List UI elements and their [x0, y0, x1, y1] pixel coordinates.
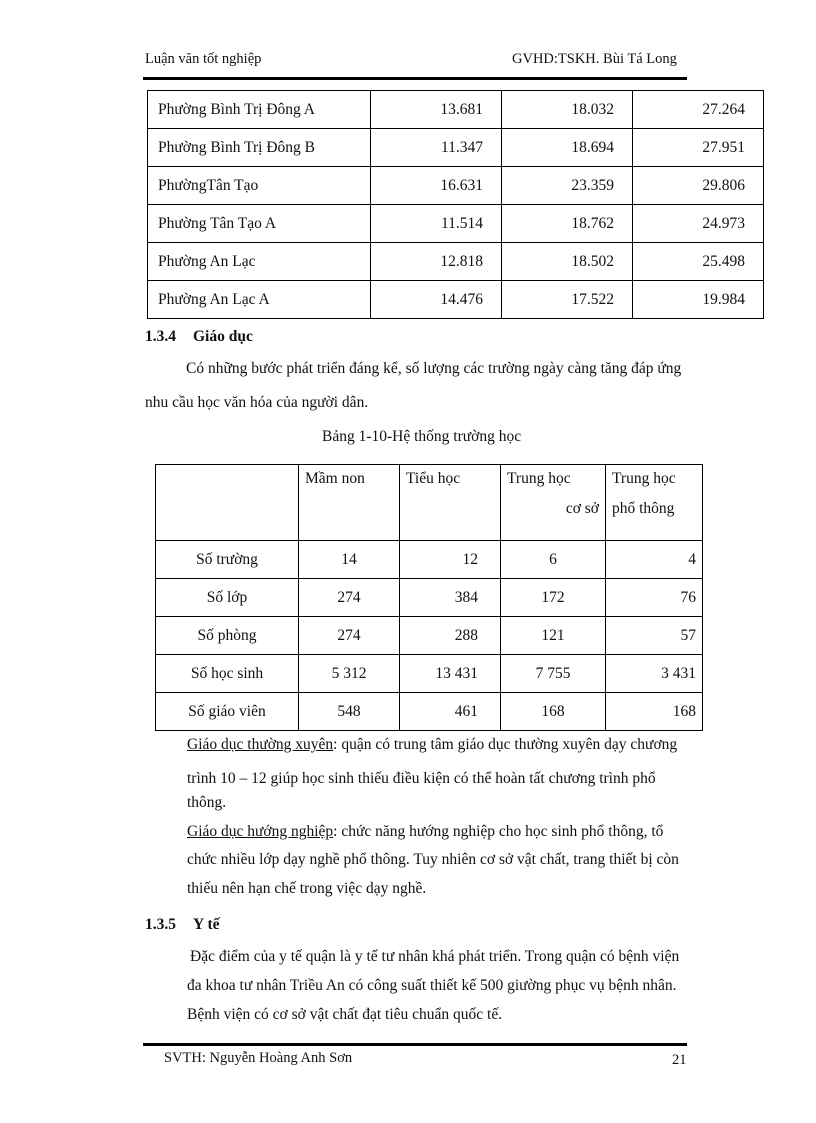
population-row — [148, 243, 764, 281]
value-cell: 18.502 — [502, 243, 633, 281]
section-title-education: Giáo dục — [193, 328, 253, 345]
school-value-cell: 288 — [400, 617, 501, 655]
footer-rule — [143, 1043, 687, 1046]
value-cell: 11.514 — [371, 205, 502, 243]
population-row — [148, 205, 764, 243]
career-edu-line3: thiếu nên hạn chế trong việc dạy nghề. — [187, 880, 427, 897]
education-intro-line1: Có những bước phát triển đáng kể, số lượng các trường ngày càng tăng đáp ứng — [186, 360, 682, 377]
school-value-cell: 14 — [299, 541, 400, 579]
health-line3: Bệnh viện có cơ sở vật chất đạt tiêu chuẩn quốc tế. — [187, 1006, 503, 1023]
continuing-edu-term: Giáo dục thường xuyên — [187, 736, 334, 753]
health-line2: đa khoa tư nhân Triều An có công suất thiết kế 500 giường phục vụ bệnh nhân. — [187, 977, 677, 994]
school-value-cell: 121 — [501, 617, 606, 655]
ward-name-cell: Phường Bình Trị Đông B — [148, 129, 371, 167]
value-cell: 24.973 — [633, 205, 764, 243]
value-cell: 18.762 — [502, 205, 633, 243]
population-row — [148, 129, 764, 167]
value-cell: 23.359 — [502, 167, 633, 205]
school-value-cell: 7 755 — [501, 655, 606, 693]
school-row — [156, 541, 703, 579]
school-value-cell: 4 — [606, 541, 703, 579]
row-label-cell: Số giáo viên — [156, 693, 299, 731]
school-value-cell: 168 — [501, 693, 606, 731]
school-value-cell: 168 — [606, 693, 703, 731]
health-line1: Đặc điểm của y tế quận là y tế tư nhân khá phát triển. Trong quận có bệnh viện — [190, 948, 680, 965]
value-cell: 25.498 — [633, 243, 764, 281]
school-value-cell: 3 431 — [606, 655, 703, 693]
school-value-cell: 384 — [400, 579, 501, 617]
school-value-cell: 76 — [606, 579, 703, 617]
section-title-health: Y tế — [193, 916, 220, 933]
value-cell: 19.984 — [633, 281, 764, 319]
school-value-cell: 13 431 — [400, 655, 501, 693]
value-cell: 18.032 — [502, 91, 633, 129]
career-edu-term: Giáo dục hướng nghiệp — [187, 823, 334, 840]
header-thpt-line2: phổ thông — [612, 500, 675, 517]
ward-name-cell: PhườngTân Tạo — [148, 167, 371, 205]
header-left: Luận văn tốt nghiệp — [145, 51, 262, 67]
school-value-cell: 6 — [501, 541, 606, 579]
value-cell: 14.476 — [371, 281, 502, 319]
school-value-cell: 57 — [606, 617, 703, 655]
row-label-cell: Số phòng — [156, 617, 299, 655]
continuing-edu-line3: thông. — [187, 794, 227, 811]
header-thpt-line1: Trung học — [612, 470, 676, 487]
ward-name-cell: Phường Bình Trị Đông A — [148, 91, 371, 129]
school-table-header-row — [156, 465, 703, 541]
value-cell: 27.951 — [633, 129, 764, 167]
ward-name-cell: Phường An Lạc A — [148, 281, 371, 319]
row-label-cell: Số lớp — [156, 579, 299, 617]
ward-name-cell: Phường Tân Tạo A — [148, 205, 371, 243]
education-intro-line2: nhu cầu học văn hóa của người dân. — [145, 394, 369, 411]
population-row — [148, 167, 764, 205]
career-edu-line2: chức nhiều lớp dạy nghề phổ thông. Tuy nhiên cơ sở vật chất, trang thiết bị còn — [187, 851, 679, 868]
header-tieu-hoc: Tiểu học — [400, 465, 501, 541]
header-mam-non: Mầm non — [299, 465, 400, 541]
row-label-cell: Số học sinh — [156, 655, 299, 693]
school-value-cell: 461 — [400, 693, 501, 731]
school-row — [156, 655, 703, 693]
school-value-cell: 5 312 — [299, 655, 400, 693]
school-value-cell: 12 — [400, 541, 501, 579]
table-caption: Bảng 1-10-Hệ thống trường học — [322, 428, 522, 445]
header-right: GVHD:TSKH. Bùi Tá Long — [512, 51, 677, 67]
header-thpt — [606, 465, 703, 541]
continuing-edu-line1-text: : quận có trung tâm giáo dục thường xuyên dạy chương — [333, 736, 678, 753]
school-value-cell: 274 — [299, 579, 400, 617]
career-edu-line1-text: : chức năng hướng nghiệp cho học sinh phổ thông, tổ — [333, 823, 664, 840]
value-cell: 11.347 — [371, 129, 502, 167]
school-value-cell: 172 — [501, 579, 606, 617]
population-row — [148, 91, 764, 129]
value-cell: 13.681 — [371, 91, 502, 129]
value-cell: 12.818 — [371, 243, 502, 281]
value-cell: 18.694 — [502, 129, 633, 167]
section-number-health: 1.3.5 — [145, 916, 176, 933]
value-cell: 17.522 — [502, 281, 633, 319]
continuing-edu-line2: trình 10 – 12 giúp học sinh thiếu điều kiện có thể hoàn tất chương trình phổ — [187, 770, 656, 787]
school-row — [156, 579, 703, 617]
school-row — [156, 617, 703, 655]
population-row — [148, 281, 764, 319]
population-table — [147, 90, 764, 319]
header-rule — [143, 77, 687, 80]
header-thcs — [501, 465, 606, 541]
footer-author: SVTH: Nguyễn Hoàng Anh Sơn — [164, 1050, 353, 1066]
value-cell: 16.631 — [371, 167, 502, 205]
header-thcs-line2: cơ sở — [565, 500, 599, 517]
school-row — [156, 693, 703, 731]
value-cell: 29.806 — [633, 167, 764, 205]
school-value-cell: 274 — [299, 617, 400, 655]
section-number-education: 1.3.4 — [145, 328, 176, 345]
header-thcs-line1: Trung học — [507, 470, 571, 487]
header-empty-cell — [156, 465, 299, 541]
continuing-edu-line1 — [187, 728, 677, 762]
row-label-cell: Số trường — [156, 541, 299, 579]
page-number: 21 — [672, 1052, 687, 1068]
value-cell: 27.264 — [633, 91, 764, 129]
school-value-cell: 548 — [299, 693, 400, 731]
ward-name-cell: Phường An Lạc — [148, 243, 371, 281]
school-table — [155, 464, 703, 731]
